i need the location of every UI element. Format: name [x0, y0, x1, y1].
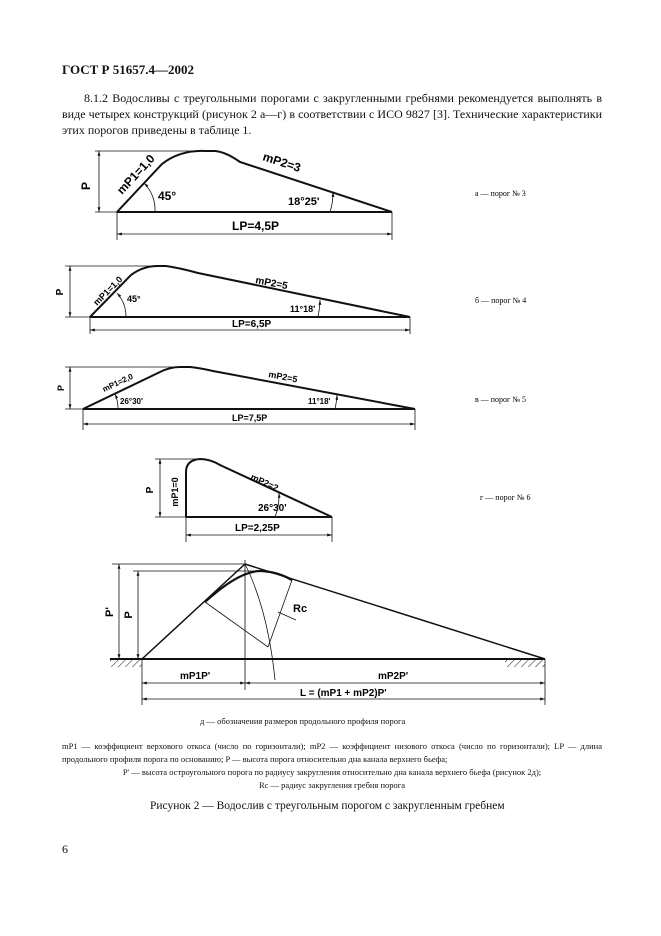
label-m2-a: mP2=3 [261, 149, 303, 175]
label-rc-e: Rc [293, 603, 308, 615]
label-angle1-a: 45° [158, 189, 177, 203]
figure-title: Рисунок 2 — Водослив с треугольным порогом с закругленным гребнем [150, 800, 505, 812]
label-m2-d: mP2=2 [249, 471, 280, 494]
label-length-c: LP=7,5P [232, 413, 268, 423]
label-p-a: P [79, 181, 93, 191]
legend-line-1: mP1 — коэффициент верхового откоса (число по горизонтали); mP2 — коэффициент низового откоса (число по горизонтали); LP — длина продольного профиля порога по основанию; P — высота порога относительно дна канала верхнего бьефа; [62, 741, 602, 764]
label-angle2-c: 11°18' [308, 397, 331, 406]
label-total-e: L = (mP1 + mP2)P' [300, 688, 387, 699]
label-length-d: LP=2,25P [235, 523, 280, 534]
label-angle2-d: 26°30' [258, 503, 287, 514]
label-m1-a: mP1=1,0 [113, 151, 158, 198]
page-number: 6 [62, 842, 68, 856]
legend-line-2: P' — высота остроугольного порога по радиусу закругления относительно дна канала верхнего бьефа (рисунок 2д); [122, 767, 542, 777]
caption-c: в — порог № 5 [475, 395, 526, 404]
caption-b: б — порог № 4 [475, 296, 527, 305]
legend-line-3: Rc — радиус закругления гребня порога [258, 780, 406, 790]
profile-b [90, 266, 410, 317]
label-angle2-b: 11°18' [290, 304, 316, 314]
label-p-e: P [123, 611, 135, 619]
caption-d: г — порог № 6 [480, 493, 531, 502]
figure-e-caption: д — обозначения размеров продольного профиля порога [200, 716, 406, 726]
label-m1-b: mP1=1,0 [91, 274, 125, 308]
label-angle1-b: 45° [127, 294, 141, 304]
label-seg1-e: mP1P' [180, 671, 211, 682]
label-seg2-e: mP2P' [378, 671, 409, 682]
label-length-b: LP=6,5P [232, 319, 272, 330]
intro-text: 8.1.2 Водосливы с треугольными порогами с закругленными гребнями рекомендуется выполнять в виде четырех конструкций (рисунок 2 а—г) в соответствии с ИСО 9827 [3]. Технические характеристики этих порогов приведены в таблице 1. [62, 91, 602, 137]
ground-hatch-left [110, 659, 142, 667]
document-header: ГОСТ Р 51657.4—2002 [62, 62, 194, 77]
figure-e [110, 560, 545, 705]
label-p-d: P [145, 486, 156, 494]
figure-legend [62, 740, 602, 792]
label-angle1-c: 26°30' [120, 397, 143, 406]
label-m2-c: mP2=5 [267, 369, 299, 385]
label-p-c: P [56, 384, 66, 392]
label-length-a: LP=4,5P [232, 219, 280, 233]
label-m1-c: mP1=2,0 [101, 371, 135, 394]
label-m1-d: mP1=0 [170, 477, 180, 507]
ground-hatch-right [505, 659, 545, 667]
caption-a: а — порог № 3 [475, 189, 526, 198]
label-m2-b: mP2=5 [254, 275, 289, 293]
label-p-b: P [55, 288, 66, 296]
rounded-crest-e [205, 571, 292, 602]
label-p-prime-e: P' [104, 607, 116, 617]
label-angle2-a: 18°25' [288, 196, 320, 208]
